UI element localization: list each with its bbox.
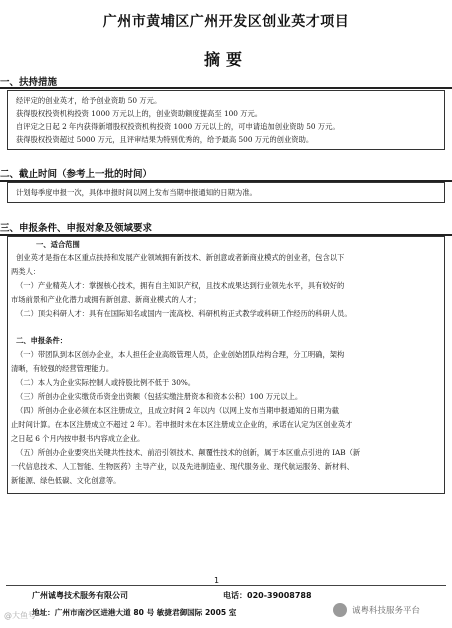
- section3-para2-line: 新能源、绿色低碳、文化创意等。: [11, 476, 121, 485]
- section2-line: 计划每季度申报一次，具体申报时间以网上发布当期申报通知的日期为准。: [16, 188, 257, 197]
- page-marker: 1: [214, 576, 220, 585]
- watermark-left: @大鱼号: [4, 611, 36, 620]
- section3-para1-line: 市场前景和产业化潜力或拥有新创意、新商业模式的人才；: [11, 295, 201, 304]
- section3-para1-line: 两类人：: [11, 267, 41, 276]
- footer-address: 地址：广州市南沙区进港大道 80 号 敏捷君御国际 2005 室: [32, 608, 237, 617]
- section3-box: [7, 236, 445, 494]
- section-rule: [0, 87, 452, 89]
- section1-heading: 一、扶持措施: [0, 77, 58, 88]
- section2-heading: 二、截止时间（参考上一批的时间）: [0, 169, 153, 180]
- section3-subheading-scope: 一、适合范围: [36, 240, 80, 249]
- section3-para1-line: （一）产业精英人才：掌握核心技术，拥有自主知识产权，且技术成果达到行业领先水平，具有较好的: [16, 281, 345, 290]
- section1-line: 获得股权投资机构投资 1000 万元以上的，创业资助额度提高至 100 万元。: [16, 109, 263, 118]
- section3-heading: 三、申报条件、申报对象及领域要求: [0, 223, 153, 234]
- document-title: 广州市黄埔区广州开发区创业英才项目: [102, 14, 350, 30]
- section3-para2-line: 止时间计算。在本区注册成立不超过 2 年）。若申报时未在本区注册成立企业的，承诺在认定为区创业英才: [11, 420, 353, 429]
- section1-line: 获得股权投资超过 5000 万元，且评审结果为特别优秀的，给予最高 500 万元的创业资助。: [16, 135, 314, 144]
- section3-para1-line: （二）顶尖科研人才：具有在国际知名或国内一流高校、科研机构正式教学或科研工作经历的科研人员。: [16, 309, 352, 318]
- footer-rule: [6, 585, 446, 586]
- watermark-logo-icon: [333, 603, 347, 617]
- section3-para2-line: （四）所创办企业必须在本区注册成立，且成立时间 2 年以内（以网上发布当期申报通知的日期为截: [16, 406, 340, 415]
- section3-para2-line: 清晰，有较强的经营管理能力。: [11, 364, 114, 373]
- section2-box: [7, 182, 445, 203]
- document-subtitle: 摘要: [203, 50, 248, 69]
- watermark-right: 诚粤科技服务平台: [352, 606, 421, 616]
- section1-box: [7, 90, 445, 150]
- section3-para2-line: 之日起 6 个月内按申报书内容成立企业。: [11, 434, 145, 443]
- section3-subheading-conditions: 二、申报条件：: [16, 336, 68, 345]
- section3-para2-line: （二）本人为企业实际控制人或持股比例不低于 30%。: [16, 378, 196, 387]
- section3-para2-line: （一）带团队到本区创办企业，本人担任企业高级管理人员，企业创始团队结构合理，分工明确，架构: [16, 350, 345, 359]
- section3-para2-line: 一代信息技术、人工智能、生物医药）主导产业，以及先进制造业、现代服务业、现代航运服务、新材料、: [11, 462, 354, 471]
- footer-phone: 电话：020-39008788: [223, 591, 312, 600]
- section3-para1-line: 创业英才是指在本区重点扶持和发展产业领域拥有新技术、新创意或者新商业模式的创业者，包含以下: [16, 253, 345, 262]
- section1-line: 经评定的创业英才，给予创业资助 50 万元。: [16, 96, 162, 105]
- section3-para2-line: （五）所创办企业要突出关键共性技术、前沿引领技术、颠覆性技术的创新，属于本区重点引进的 IAB（新: [16, 448, 361, 457]
- section3-para2-line: （三）所创办企业实缴货币资金出资额（包括实缴注册资本和资本公积）100 万元以上。: [16, 392, 303, 401]
- footer-company: 广州诚粤技术服务有限公司: [32, 591, 128, 600]
- section1-line: 自评定之日起 2 年内获得新增股权投资机构投资 1000 万元以上的，可申请追加创业资助 50 万元。: [16, 122, 340, 131]
